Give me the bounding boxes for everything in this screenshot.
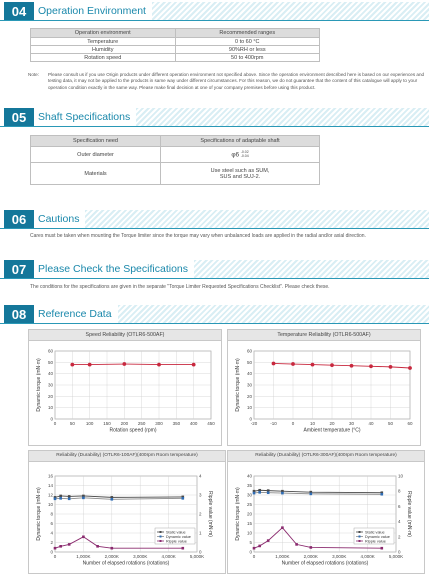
section-header	[0, 2, 429, 21]
data-point	[291, 362, 295, 366]
section-number: 06	[4, 210, 34, 228]
table-cell: 50 to 400rpm	[175, 54, 320, 62]
y-tick-label: 30	[47, 382, 53, 388]
x-tick-label: 2,000K	[303, 554, 318, 559]
x-tick-label: -10	[270, 421, 277, 426]
y-tick-label: 2	[50, 540, 53, 545]
x-tick-label: 1,000K	[76, 554, 91, 559]
y2-tick-label: 6	[398, 503, 401, 509]
x-tick-label: 3,000K	[133, 554, 148, 559]
data-point	[381, 547, 384, 550]
y-axis-label: Dynamic torque (mN·m)	[235, 358, 241, 412]
cautions-text: Cares must be taken when mounting the Torque limiter since the torque may vary when unbalanced loads are applied in the radial and/or axial direction.	[30, 233, 366, 239]
x-tick-label: 100	[85, 421, 94, 426]
x-tick-label: 150	[103, 421, 111, 426]
chart-title: Speed Reliability (OTLR6-500AF)	[29, 330, 221, 341]
note-block	[30, 72, 425, 91]
table-cell: Outer diameter	[31, 147, 161, 163]
x-axis-label: Ambient temperature (°C)	[303, 427, 361, 434]
data-point	[54, 498, 57, 501]
x-tick-label: 50	[387, 421, 394, 426]
y-tick-label: 14	[47, 483, 53, 488]
section-title: Reference Data	[38, 308, 112, 320]
data-point	[157, 363, 161, 367]
table-cell: Rotation speed	[31, 54, 176, 62]
y-tick-label: 10	[246, 405, 252, 411]
data-point	[295, 543, 298, 546]
section-number: 04	[4, 2, 34, 20]
chart-durability-100af	[28, 450, 226, 574]
y-tick-label: 50	[246, 359, 252, 365]
data-point	[267, 491, 270, 494]
data-point	[70, 363, 74, 367]
legend-label: Dynamic value	[365, 534, 390, 539]
y-tick-label: 10	[47, 405, 53, 411]
decorative-stripes	[194, 260, 429, 278]
y-tick-label: 40	[47, 371, 53, 377]
note-label: Note:	[28, 72, 39, 77]
x-axis-label: Rotation speed (rpm)	[109, 427, 157, 434]
data-point	[272, 362, 276, 366]
table-cell: 90%RH or less	[175, 46, 320, 54]
section-title: Cautions	[38, 213, 80, 225]
table-header: Operation environment	[31, 29, 176, 38]
data-point	[350, 364, 354, 368]
data-point	[330, 363, 334, 367]
data-point	[111, 547, 114, 550]
x-tick-label: 0	[252, 554, 256, 559]
data-point	[311, 363, 315, 367]
legend-label: Static value	[166, 530, 186, 535]
data-point	[369, 364, 373, 368]
x-tick-label: 400	[189, 421, 198, 426]
x-tick-label: 450	[207, 421, 215, 426]
y2-tick-label: 10	[398, 473, 404, 479]
y-tick-label: 35	[246, 483, 252, 488]
data-point	[68, 498, 71, 501]
x-tick-label: 60	[407, 421, 413, 426]
chart-svg	[228, 462, 424, 573]
chart-title: Reliability (Durability) (OTLR6-100AF)(400rpm Room temperature)	[29, 451, 225, 462]
data-point	[281, 492, 284, 495]
x-tick-label: 1,000K	[275, 554, 290, 559]
y-tick-label: 16	[47, 473, 53, 479]
data-point	[253, 547, 256, 550]
x-tick-label: 0	[53, 421, 57, 426]
y2-tick-label: 4	[199, 473, 202, 479]
x-tick-label: 350	[172, 421, 181, 426]
y-tick-label: 10	[246, 530, 252, 536]
chart-svg	[29, 462, 225, 573]
diameter-value: φ6	[231, 150, 240, 158]
x-tick-label: 250	[137, 421, 146, 426]
decorative-stripes	[85, 210, 429, 228]
y2-tick-label: 2	[398, 534, 401, 540]
y2-tick-label: 8	[398, 488, 401, 494]
chart-svg	[228, 341, 420, 445]
data-point	[258, 545, 261, 548]
chart-title: Temperature Reliability (OTLR6-500AF)	[228, 330, 420, 341]
table-cell: Temperature	[31, 38, 176, 46]
y-tick-label: 20	[47, 393, 53, 399]
y-axis-label: Dynamic torque (mN·m)	[36, 487, 42, 541]
data-point	[82, 536, 85, 539]
section-title: Operation Environment	[38, 5, 146, 17]
data-point	[82, 497, 85, 500]
x-tick-label: 20	[329, 421, 335, 426]
section-header	[0, 210, 429, 229]
table-header: Specification need	[31, 136, 161, 147]
x-tick-label: 300	[155, 421, 163, 426]
data-point	[310, 493, 313, 496]
y-tick-label: 40	[246, 371, 252, 377]
y-tick-label: 60	[47, 348, 53, 354]
legend-label: Dynamic value	[166, 534, 191, 539]
x-tick-label: 5,000K	[388, 554, 404, 559]
decorative-stripes	[152, 2, 429, 20]
y-tick-label: 20	[246, 393, 252, 399]
legend-marker	[160, 536, 162, 538]
y2-tick-label: 2	[199, 511, 202, 517]
data-point	[192, 363, 196, 367]
y-tick-label: 12	[47, 492, 53, 498]
y-tick-label: 0	[249, 549, 252, 555]
y2-tick-label: 1	[199, 530, 202, 536]
data-point	[68, 543, 71, 546]
data-point	[96, 545, 99, 548]
data-point	[182, 497, 185, 500]
data-point	[59, 495, 62, 498]
legend-marker	[359, 536, 361, 538]
section-title: Please Check the Specifications	[38, 263, 188, 275]
table-header: Recommended ranges	[175, 29, 320, 38]
check-spec-text: The conditions for the specifications are given in the separate "Torque Limiter Requested Specifications Checklist". Please check these.	[30, 284, 330, 290]
data-point	[54, 547, 57, 550]
x-tick-label: 0	[291, 421, 295, 426]
table-cell: 0 to 60 °C	[175, 38, 320, 46]
y-tick-label: 5	[249, 540, 252, 545]
data-point	[111, 498, 114, 501]
chart-svg	[29, 341, 221, 445]
y2-axis-label: Ripple value (mN·m)	[207, 491, 213, 537]
legend-marker	[359, 540, 361, 542]
section-header	[0, 108, 429, 127]
section-shaft-specifications	[0, 108, 429, 180]
tolerance-lower: -0.04	[240, 153, 249, 158]
y-tick-label: 40	[246, 473, 252, 479]
data-point	[68, 495, 71, 498]
legend-marker	[160, 531, 162, 533]
y2-tick-label: 3	[199, 492, 202, 498]
data-point	[182, 547, 185, 550]
section-number: 05	[4, 108, 34, 126]
x-tick-label: 200	[120, 421, 129, 426]
section-number: 08	[4, 305, 34, 323]
section-cautions	[0, 210, 429, 239]
data-point	[267, 539, 270, 542]
x-tick-label: 5,000K	[189, 554, 205, 559]
y-tick-label: 50	[47, 359, 53, 365]
legend-label: Ripple value	[365, 539, 386, 544]
tolerance	[241, 151, 249, 159]
data-point	[88, 363, 92, 367]
x-tick-label: -20	[250, 421, 258, 426]
chart-title: Reliability (Durability) (OTLR6-300AF)(400rpm Room temperature)	[228, 451, 424, 462]
materials-line: Use steel such as SUM,	[210, 167, 270, 174]
legend-label: Ripple value	[166, 539, 187, 544]
x-tick-label: 50	[69, 421, 75, 426]
note-text: Please consult us if you use Origin products under different operation environment not specified above. Since the operation environment described here is based on our experiences and testing data, it may not be applied to the products in same way under different circumstances. For this reason, we do not guarantee that the content of this catalogue will apply to your operation condition exactly in the same way. Please make final decision at one of your company premises before using this product.	[48, 72, 425, 90]
data-point	[408, 366, 412, 370]
table-cell: Materials	[31, 163, 161, 185]
y-tick-label: 6	[50, 521, 53, 526]
materials-line: SUS and SUJ-2.	[219, 173, 261, 180]
section-number: 07	[4, 260, 34, 278]
y-tick-label: 60	[246, 348, 252, 354]
y-tick-label: 8	[50, 511, 53, 517]
section-operation-environment	[0, 2, 429, 90]
y-tick-label: 30	[246, 492, 252, 498]
data-point	[381, 493, 384, 496]
legend-label: Static value	[365, 530, 385, 535]
x-axis-label: Number of elapsed rotations (rotations)	[82, 560, 170, 567]
chart-temperature-reliability	[227, 329, 421, 446]
data-point	[122, 362, 126, 366]
x-tick-label: 30	[348, 421, 355, 426]
x-tick-label: 2,000K	[104, 554, 119, 559]
section-title: Shaft Specifications	[38, 111, 131, 123]
decorative-stripes	[136, 108, 429, 126]
y-tick-label: 25	[246, 502, 252, 507]
diameter-cell	[161, 147, 320, 163]
legend-marker	[359, 531, 361, 533]
y-tick-label: 10	[47, 502, 53, 507]
tolerance-upper: -0.02	[240, 149, 249, 154]
table-header: Specifications of adaptable shaft	[161, 136, 320, 147]
x-tick-label: 4,000K	[161, 554, 176, 559]
data-point	[59, 545, 62, 548]
x-tick-label: 0	[53, 554, 57, 559]
x-tick-label: 3,000K	[332, 554, 347, 559]
chart-speed-reliability	[28, 329, 222, 446]
materials-cell	[161, 163, 320, 185]
data-point	[310, 546, 313, 549]
section-reference-data	[0, 305, 429, 324]
section-header	[0, 305, 429, 324]
y-tick-label: 0	[50, 416, 53, 422]
y-tick-label: 20	[246, 511, 252, 517]
y-tick-label: 30	[246, 382, 252, 388]
x-tick-label: 4,000K	[360, 554, 375, 559]
table-cell: Humidity	[31, 46, 176, 54]
y2-tick-label: 0	[199, 549, 202, 555]
data-point	[389, 365, 393, 369]
operation-environment-table	[30, 28, 320, 62]
data-point	[281, 526, 284, 529]
y-tick-label: 15	[246, 521, 252, 526]
y-axis-label: Dynamic torque (mN·m)	[235, 487, 241, 541]
chart-durability-300af	[227, 450, 425, 574]
y-tick-label: 0	[50, 549, 53, 555]
section-header	[0, 260, 429, 279]
y2-axis-label: Ripple value (mN·m)	[406, 491, 412, 537]
data-point	[253, 492, 256, 495]
decorative-stripes	[118, 305, 429, 323]
y-axis-label: Dynamic torque (mN·m)	[36, 358, 42, 412]
x-tick-label: 40	[368, 421, 374, 426]
y-tick-label: 0	[249, 416, 252, 422]
x-axis-label: Number of elapsed rotations (rotations)	[281, 560, 369, 567]
y2-tick-label: 0	[398, 549, 401, 555]
x-tick-label: 10	[309, 421, 316, 426]
legend-marker	[160, 540, 162, 542]
y-tick-label: 4	[50, 530, 53, 536]
data-point	[59, 497, 62, 500]
section-check-specifications	[0, 260, 429, 290]
data-point	[258, 491, 261, 494]
y2-tick-label: 4	[398, 519, 401, 525]
shaft-spec-table	[30, 135, 320, 185]
